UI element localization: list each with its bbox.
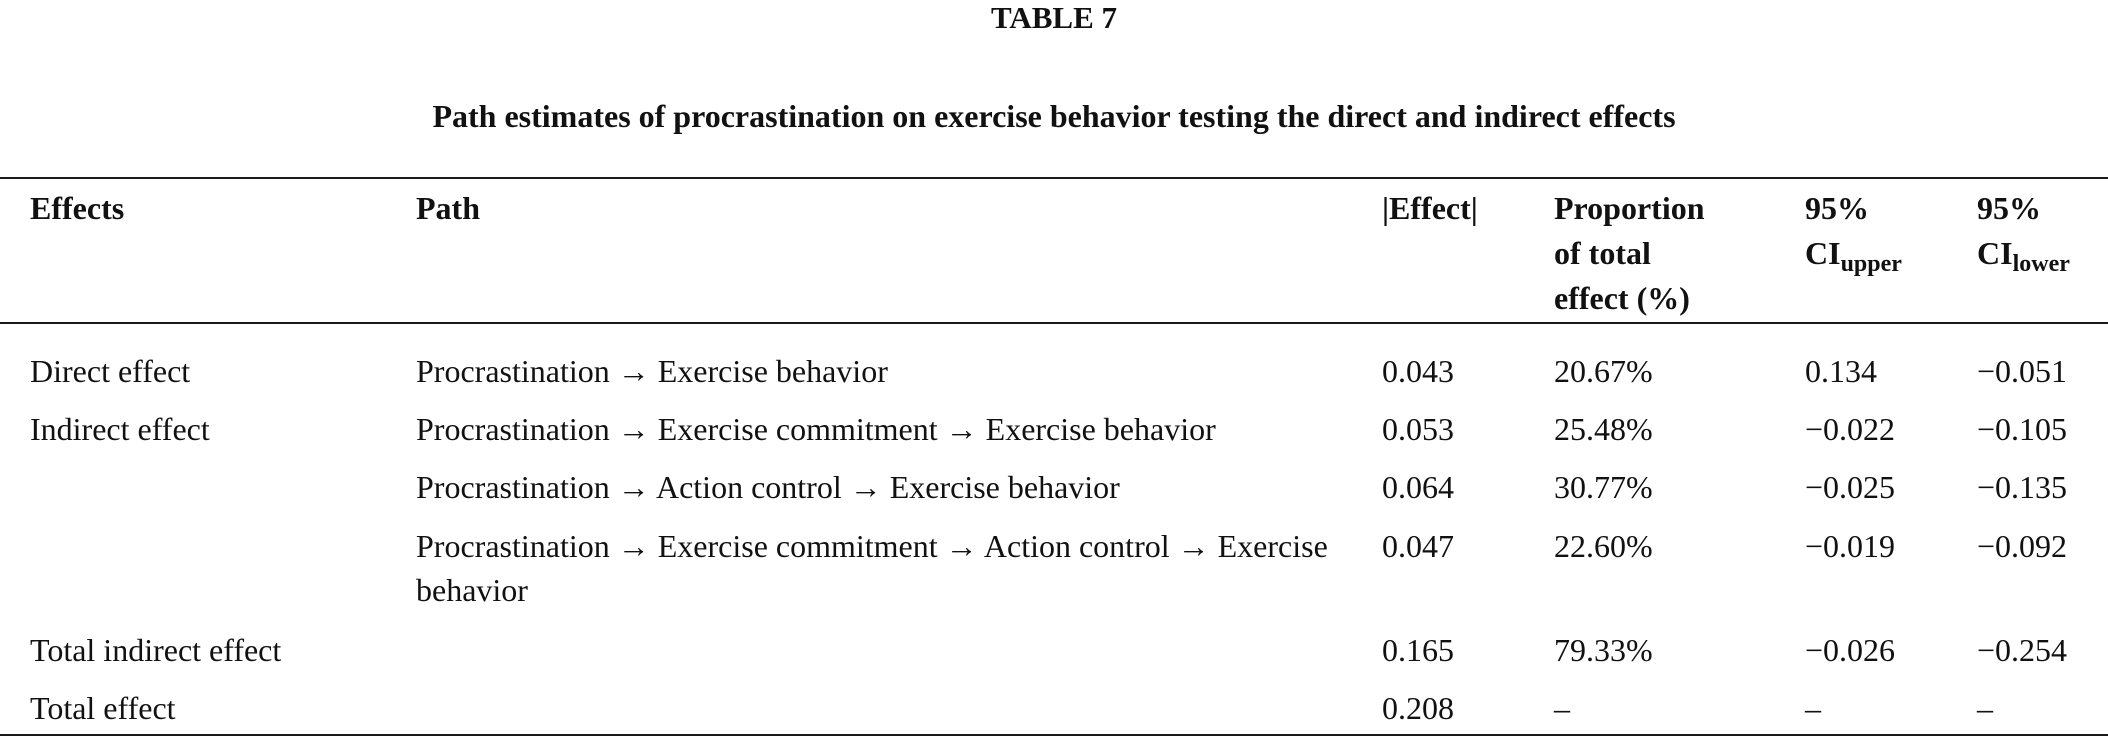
row-effect-value: 0.053 <box>1382 411 1454 447</box>
row-effect-type: Total effect <box>30 690 176 726</box>
header-path: Path <box>416 190 480 226</box>
row-path: Procrastination → Exercise commitment → Action control → Exercise behavior <box>416 528 1328 608</box>
row-ci-upper: −0.025 <box>1805 469 1896 505</box>
row-ci-upper: −0.019 <box>1805 528 1896 564</box>
row-proportion: – <box>1554 690 1570 726</box>
row-proportion: 30.77% <box>1554 469 1653 505</box>
table-label: TABLE 7 <box>990 0 1118 35</box>
header-proportion <box>1554 186 1705 321</box>
row-proportion: 20.67% <box>1554 353 1653 389</box>
row-effect-type: Direct effect <box>30 353 191 389</box>
header-ci-lower-sub: lower <box>2012 251 2070 277</box>
header-proportion-line3: effect (%) <box>1554 280 1690 316</box>
row-path: Procrastination → Exercise commitment → Exercise behavior <box>416 411 1216 447</box>
row-effect-value: 0.064 <box>1382 469 1454 505</box>
top-rule <box>0 177 2108 179</box>
row-ci-upper: – <box>1805 690 1821 726</box>
header-rule <box>0 322 2108 324</box>
row-ci-lower: −0.135 <box>1977 469 2068 505</box>
row-effect-type: Total indirect effect <box>30 632 282 668</box>
row-effect-type: Indirect effect <box>30 411 210 447</box>
row-ci-upper: −0.026 <box>1805 632 1896 668</box>
header-ci-lower-top: 95% <box>1977 190 2041 226</box>
row-proportion: 25.48% <box>1554 411 1653 447</box>
header-proportion-line1: Proportion <box>1554 190 1705 226</box>
header-ci-upper-sub: upper <box>1840 251 1902 277</box>
row-ci-lower: – <box>1977 690 1993 726</box>
row-ci-lower: −0.051 <box>1977 353 2068 389</box>
header-ci-lower-base: CI <box>1977 235 2013 271</box>
row-ci-lower: −0.254 <box>1977 632 2068 668</box>
bottom-rule <box>0 734 2108 736</box>
row-proportion: 79.33% <box>1554 632 1653 668</box>
header-effects: Effects <box>30 190 125 226</box>
row-effect-value: 0.043 <box>1382 353 1454 389</box>
header-ci-upper-base: CI <box>1805 235 1841 271</box>
row-effect-value: 0.047 <box>1382 528 1454 564</box>
header-ci-upper <box>1805 186 1902 276</box>
header-ci-upper-top: 95% <box>1805 190 1869 226</box>
row-effect-value: 0.165 <box>1382 632 1454 668</box>
header-effect: |Effect| <box>1382 190 1478 226</box>
header-proportion-line2: of total <box>1554 235 1651 271</box>
row-ci-upper: −0.022 <box>1805 411 1896 447</box>
row-effect-value: 0.208 <box>1382 690 1454 726</box>
row-path: Procrastination → Exercise behavior <box>416 353 888 389</box>
row-ci-lower: −0.092 <box>1977 528 2068 564</box>
row-ci-lower: −0.105 <box>1977 411 2068 447</box>
row-path: Procrastination → Action control → Exercise behavior <box>416 469 1120 505</box>
header-ci-lower <box>1977 186 2070 276</box>
row-proportion: 22.60% <box>1554 528 1653 564</box>
row-ci-upper: 0.134 <box>1805 353 1877 389</box>
table-caption: Path estimates of procrastination on exercise behavior testing the direct and indirect effects <box>432 98 1676 134</box>
